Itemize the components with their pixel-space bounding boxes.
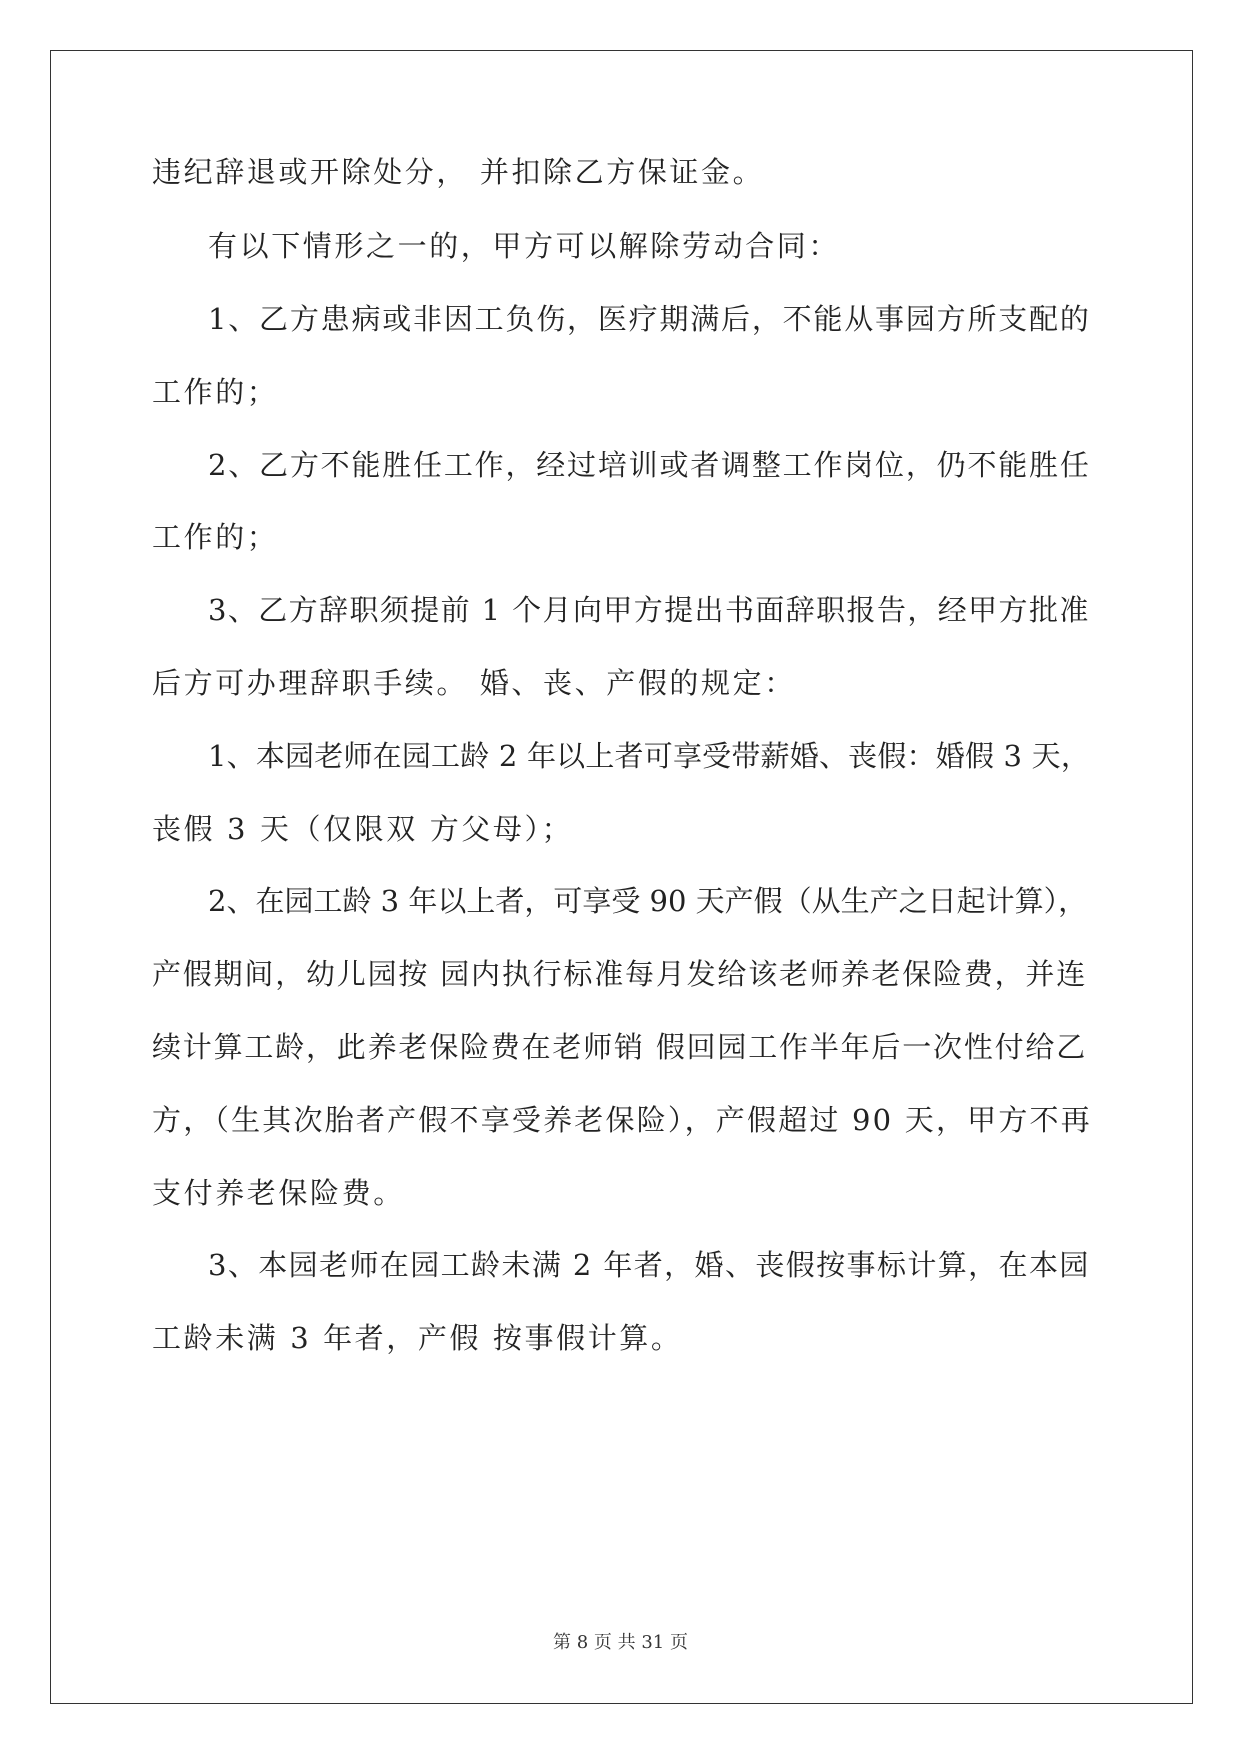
text-line: 2、在园工龄 3 年以上者，可享受 90 天产假（从生产之日起计算）， xyxy=(208,884,1088,918)
text-line: 1、乙方患病或非因工负伤，医疗期满后，不能从事园方所支配的 xyxy=(208,302,1091,336)
page-border xyxy=(50,50,1193,1704)
text-line: 违纪辞退或开除处分， 并扣除乙方保证金。 xyxy=(152,155,765,189)
text-line: 工作的； xyxy=(152,375,279,409)
text-line: 丧假 3 天（仅限双 方父母）； xyxy=(152,812,574,846)
page-footer: 第 8 页 共 31 页 xyxy=(553,1632,688,1653)
text-line: 支付养老保险费。 xyxy=(152,1176,405,1210)
text-line: 工作的； xyxy=(152,520,279,554)
text-line: 方，（生其次胎者产假不享受养老保险），产假超过 90 天，甲方不再 xyxy=(152,1103,1092,1137)
text-line: 工龄未满 3 年者，产假 按事假计算。 xyxy=(152,1321,683,1355)
text-line: 产假期间，幼儿园按 园内执行标准每月发给该老师养老保险费，并连 xyxy=(152,957,1088,991)
text-line: 3、本园老师在园工龄未满 2 年者，婚、丧假按事标计算，在本园 xyxy=(208,1248,1090,1282)
text-line: 3、乙方辞职须提前 1 个月向甲方提出书面辞职报告，经甲方批准 xyxy=(208,593,1090,627)
text-line: 后方可办理辞职手续。 婚、丧、产假的规定： xyxy=(152,666,796,700)
text-line: 2、乙方不能胜任工作，经过培训或者调整工作岗位，仍不能胜任 xyxy=(208,448,1091,482)
text-line: 续计算工龄，此养老保险费在老师销 假回园工作半年后一次性付给乙 xyxy=(152,1030,1088,1064)
text-line: 1、本园老师在园工龄 2 年以上者可享受带薪婚、丧假：婚假 3 天， xyxy=(208,739,1091,773)
text-line: 有以下情形之一的，甲方可以解除劳动合同： xyxy=(208,229,841,263)
